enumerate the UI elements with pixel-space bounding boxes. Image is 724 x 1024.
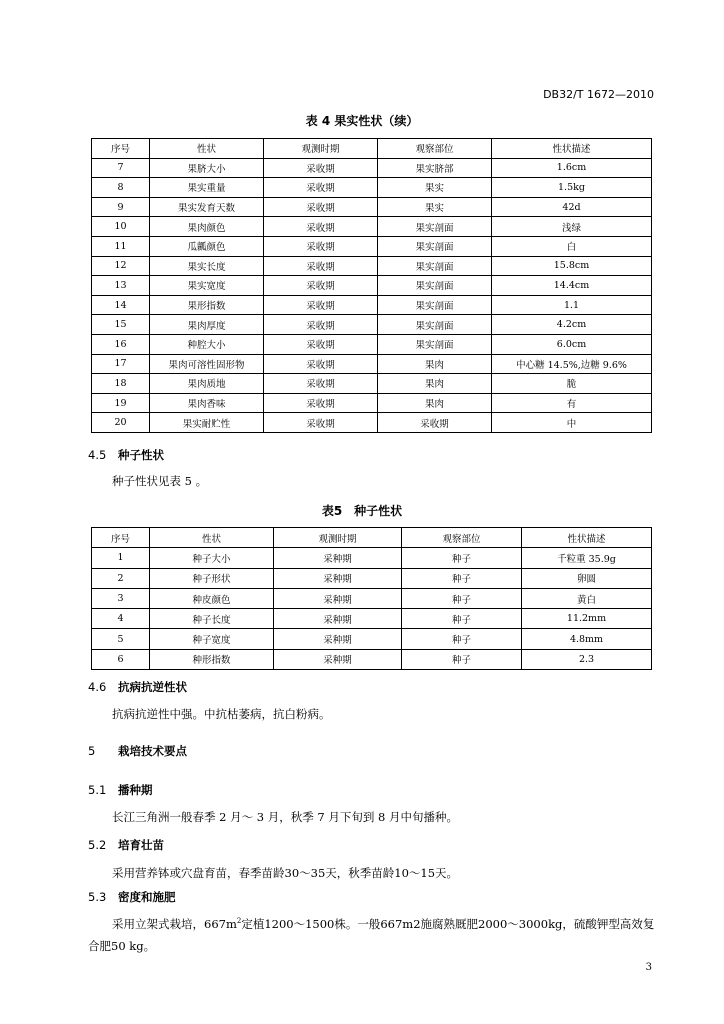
section-number: 4.5 — [88, 448, 107, 462]
table-cell: 种子 — [402, 548, 522, 568]
table-cell: 果肉厚度 — [150, 315, 264, 335]
section-heading-4-5 — [88, 447, 164, 463]
table-cell: 采种期 — [274, 568, 402, 588]
table-cell: 果实耐贮性 — [150, 413, 264, 433]
table-cell: 采种期 — [274, 649, 402, 669]
table-cell: 果形指数 — [150, 295, 264, 315]
table-row — [92, 197, 652, 217]
table-cell: 种腔大小 — [150, 334, 264, 354]
table-cell: 采收期 — [264, 315, 378, 335]
table-cell: 11.2mm — [522, 609, 652, 629]
table-cell: 果肉 — [378, 374, 492, 394]
table-cell: 6.0cm — [492, 334, 652, 354]
table-cell: 采收期 — [264, 413, 378, 433]
table-cell: 15 — [92, 315, 150, 335]
table-row — [92, 548, 652, 568]
table-cell: 种子宽度 — [150, 629, 274, 649]
table-cell: 果实长度 — [150, 256, 264, 276]
table-cell: 果肉 — [378, 354, 492, 374]
table-cell: 中 — [492, 413, 652, 433]
table-cell: 采收期 — [264, 334, 378, 354]
fruit-traits-table — [91, 138, 652, 433]
table-row — [92, 236, 652, 256]
column-header: 性状描述 — [492, 139, 652, 159]
table-cell: 中心糖 14.5%,边糖 9.6% — [492, 354, 652, 374]
table-cell: 种子形状 — [150, 568, 274, 588]
table-cell: 种子 — [402, 568, 522, 588]
table-cell: 果肉颜色 — [150, 217, 264, 237]
table-cell: 果实宽度 — [150, 276, 264, 296]
superscript: 2 — [236, 917, 242, 925]
table-cell: 种皮颜色 — [150, 588, 274, 608]
table-header-row — [92, 528, 652, 548]
table-row — [92, 393, 652, 413]
table-cell: 种子 — [402, 609, 522, 629]
table-cell: 采收期 — [264, 295, 378, 315]
table-cell: 7 — [92, 158, 150, 178]
table-row — [92, 609, 652, 629]
table-cell: 8 — [92, 178, 150, 198]
table-cell: 果肉香味 — [150, 393, 264, 413]
table-cell: 采收期 — [264, 197, 378, 217]
table-row — [92, 588, 652, 608]
table-cell: 15.8cm — [492, 256, 652, 276]
table-row — [92, 158, 652, 178]
paragraph: 采用营养钵或穴盘育苗，春季苗龄30～35天，秋季苗龄10～15天。 — [112, 866, 459, 880]
paragraph: 抗病抗逆性中强。中抗枯萎病，抗白粉病。 — [112, 707, 331, 721]
table-cell: 种形指数 — [150, 649, 274, 669]
table-cell: 9 — [92, 197, 150, 217]
table-cell: 种子长度 — [150, 609, 274, 629]
table-cell: 采收期 — [264, 374, 378, 394]
section-title: 培育壮苗 — [118, 838, 165, 852]
table-row — [92, 413, 652, 433]
section-title: 栽培技术要点 — [118, 744, 188, 758]
section-title: 抗病抗逆性状 — [118, 680, 188, 694]
table-cell: 2.3 — [522, 649, 652, 669]
table-row — [92, 374, 652, 394]
table-cell: 采收期 — [264, 178, 378, 198]
paragraph — [88, 910, 658, 957]
table-row — [92, 315, 652, 335]
table-cell: 13 — [92, 276, 150, 296]
table-row — [92, 276, 652, 296]
table-cell: 16 — [92, 334, 150, 354]
table-cell: 1.1 — [492, 295, 652, 315]
table-cell: 采收期 — [264, 354, 378, 374]
table-cell: 果实剖面 — [378, 256, 492, 276]
section-heading-5-2 — [88, 837, 164, 853]
table-row — [92, 256, 652, 276]
table-cell: 脆 — [492, 374, 652, 394]
table-cell: 5 — [92, 629, 150, 649]
table-cell: 采种期 — [274, 629, 402, 649]
section-number: 5 — [88, 744, 96, 758]
table-cell: 17 — [92, 354, 150, 374]
table-cell: 14 — [92, 295, 150, 315]
section-number: 5.3 — [88, 890, 107, 904]
table-cell: 采收期 — [264, 236, 378, 256]
table-cell: 果实剖面 — [378, 236, 492, 256]
table-cell: 卵圆 — [522, 568, 652, 588]
table-cell: 18 — [92, 374, 150, 394]
table-cell: 有 — [492, 393, 652, 413]
table-cell: 1.5kg — [492, 178, 652, 198]
table-cell: 采收期 — [264, 256, 378, 276]
table-cell: 瓜瓤颜色 — [150, 236, 264, 256]
paragraph: 长江三角洲一般春季 2 月～ 3 月，秋季 7 月下旬到 8 月中旬播种。 — [112, 810, 459, 824]
table-cell: 果实 — [378, 178, 492, 198]
section-title: 播种期 — [118, 783, 153, 797]
table-cell: 黄白 — [522, 588, 652, 608]
table-cell: 6 — [92, 649, 150, 669]
table-cell: 采收期 — [264, 393, 378, 413]
section-title: 种子性状 — [118, 448, 165, 462]
table-cell: 果肉 — [378, 393, 492, 413]
column-header: 观察部位 — [402, 528, 522, 548]
table-cell: 12 — [92, 256, 150, 276]
table-cell: 果实剖面 — [378, 315, 492, 335]
table-row — [92, 629, 652, 649]
column-header: 观察部位 — [378, 139, 492, 159]
table-row — [92, 217, 652, 237]
table-cell: 千粒重 35.9g — [522, 548, 652, 568]
table-cell: 4.2cm — [492, 315, 652, 335]
table-row — [92, 568, 652, 588]
table-cell: 10 — [92, 217, 150, 237]
section-number: 5.1 — [88, 783, 107, 797]
table-cell: 采收期 — [264, 276, 378, 296]
document-code: DB32/T 1672—2010 — [543, 88, 654, 101]
table-cell: 采收期 — [264, 158, 378, 178]
table-cell: 果实重量 — [150, 178, 264, 198]
section-heading-4-6 — [88, 679, 187, 695]
column-header: 性状 — [150, 528, 274, 548]
table-cell: 果实脐部 — [378, 158, 492, 178]
table-cell: 采种期 — [274, 588, 402, 608]
table-cell: 果肉可溶性固形物 — [150, 354, 264, 374]
column-header: 观测时期 — [274, 528, 402, 548]
paragraph-text: 采用立架式栽培，667m — [112, 916, 237, 931]
table5-caption: 表5 种子性状 — [321, 504, 403, 518]
table-cell: 3 — [92, 588, 150, 608]
section-heading-5 — [88, 743, 187, 759]
table-cell: 42d — [492, 197, 652, 217]
table-cell: 19 — [92, 393, 150, 413]
table-cell: 果实剖面 — [378, 217, 492, 237]
table-cell: 种子 — [402, 629, 522, 649]
table-cell: 采收期 — [378, 413, 492, 433]
paragraph-text: 定植1200～1500株。一般667m2施腐熟厩肥2000～3000kg，硫酸钾型高效复合肥50 kg。 — [88, 916, 655, 953]
table-row — [92, 354, 652, 374]
section-heading-5-1 — [88, 782, 153, 798]
table-cell: 果实 — [378, 197, 492, 217]
table-cell: 4.8mm — [522, 629, 652, 649]
column-header: 性状描述 — [522, 528, 652, 548]
paragraph: 种子性状见表 5 。 — [112, 474, 208, 488]
table-cell: 采种期 — [274, 548, 402, 568]
table-cell: 果肉质地 — [150, 374, 264, 394]
page-number: 3 — [645, 962, 652, 973]
table-row — [92, 334, 652, 354]
table-cell: 11 — [92, 236, 150, 256]
table-row — [92, 178, 652, 198]
table4-caption: 表 4 果实性状（续） — [305, 114, 419, 128]
table-cell: 2 — [92, 568, 150, 588]
table-cell: 白 — [492, 236, 652, 256]
table-cell: 果实发育天数 — [150, 197, 264, 217]
table-cell: 20 — [92, 413, 150, 433]
table-cell: 果实剖面 — [378, 334, 492, 354]
table-row — [92, 295, 652, 315]
table-cell: 种子 — [402, 649, 522, 669]
table-cell: 果脐大小 — [150, 158, 264, 178]
table-cell: 果实剖面 — [378, 276, 492, 296]
column-header: 序号 — [92, 528, 150, 548]
table-cell: 浅绿 — [492, 217, 652, 237]
seed-traits-table — [91, 527, 652, 670]
table-cell: 种子大小 — [150, 548, 274, 568]
table-cell: 4 — [92, 609, 150, 629]
table-cell: 1.6cm — [492, 158, 652, 178]
table-row — [92, 649, 652, 669]
table-cell: 果实剖面 — [378, 295, 492, 315]
table-cell: 采种期 — [274, 609, 402, 629]
column-header: 序号 — [92, 139, 150, 159]
section-number: 4.6 — [88, 680, 107, 694]
table-cell: 1 — [92, 548, 150, 568]
table-header-row — [92, 139, 652, 159]
column-header: 性状 — [150, 139, 264, 159]
table-cell: 14.4cm — [492, 276, 652, 296]
section-number: 5.2 — [88, 838, 107, 852]
column-header: 观测时期 — [264, 139, 378, 159]
section-heading-5-3 — [88, 889, 176, 905]
table-cell: 采收期 — [264, 217, 378, 237]
table-cell: 种子 — [402, 588, 522, 608]
section-title: 密度和施肥 — [118, 890, 176, 904]
